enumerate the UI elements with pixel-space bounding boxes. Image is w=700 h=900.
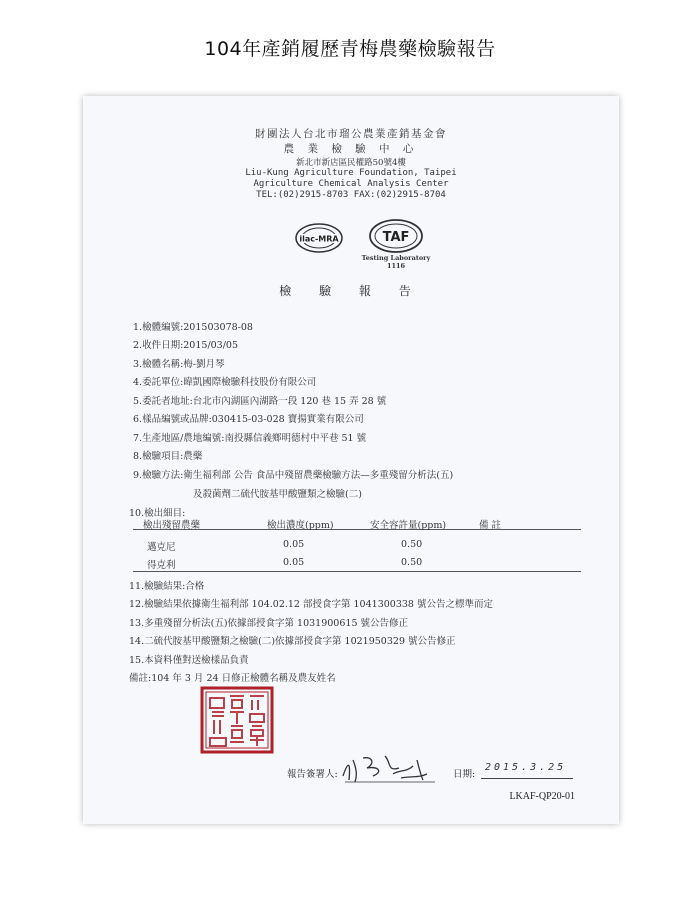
taf-logo	[368, 218, 424, 254]
item-client: 4.委託單位:暐凱國際檢驗科技股份有限公司	[133, 377, 317, 388]
col-tolerance: 安全容許量(ppm)	[370, 520, 447, 531]
cell-concentration: 0.05	[283, 539, 305, 550]
item-remark: 備註:104 年 3 月 24 日修正檢體名稱及農友姓名	[129, 673, 336, 684]
item-receive-date: 2.收件日期:2015/03/05	[133, 340, 239, 351]
item-sample-name: 3.檢體名稱:梅-劉月琴	[133, 359, 225, 370]
cell-pesticide: 得克利	[147, 560, 176, 571]
org-name: 財團法人台北市瑠公農業產銷基金會	[255, 128, 447, 140]
report-title: 檢 驗 報 告	[279, 284, 423, 298]
taf-lab-label: Testing Laboratory	[361, 254, 431, 262]
table-top-rule	[133, 529, 581, 530]
item-method-revision-1: 13.多重殘留分析法(五)依據部授食字第 1031900615 號公告修正	[129, 618, 409, 629]
item-origin: 7.生產地區/農地編號:南投縣信義鄉明德村中平巷 51 號	[133, 433, 367, 444]
col-remarks: 備 註	[479, 520, 502, 531]
col-concentration: 檢出濃度(ppm)	[267, 520, 334, 531]
ilac-mra-logo	[294, 222, 344, 254]
item-result: 11.檢驗結果:合格	[129, 581, 205, 592]
item-standard-basis: 12.檢驗結果依據衛生福利部 104.02.12 部授食字第 1041300338 號公告之標準而定	[129, 599, 493, 610]
item-test-method: 9.檢驗方法:衛生福利部 公告 食品中殘留農藥檢驗方法—多重殘留分析法(五)	[133, 470, 454, 481]
item-test-method-cont: 及殺菌劑二硫代胺基甲酸鹽類之檢驗(二)	[193, 489, 362, 500]
english-name: Liu-Kung Agriculture Foundation, Taipei	[245, 168, 457, 178]
report-document	[83, 96, 619, 824]
handwritten-date: 2015.3.25	[485, 762, 567, 773]
cell-pesticide: 邁克尼	[147, 542, 176, 553]
handwritten-signature	[339, 750, 439, 784]
table-bottom-rule	[133, 571, 581, 572]
taf-text: TAF	[382, 230, 410, 245]
ilac-text: ilac-MRA	[299, 234, 339, 244]
cell-tolerance: 0.50	[401, 539, 423, 550]
accreditation-logos	[83, 216, 619, 276]
col-pesticide: 檢出殘留農藥	[143, 520, 201, 531]
item-disclaimer: 15.本資料僅對送檢樣品負責	[129, 655, 249, 666]
official-seal-stamp	[200, 686, 274, 754]
english-center: Agriculture Chemical Analysis Center	[253, 179, 449, 189]
cell-concentration: 0.05	[283, 557, 305, 568]
org-address: 新北市新店區民權路50號4樓	[296, 158, 406, 168]
item-sample-id: 1.檢體編號:201503078-08	[133, 322, 253, 333]
item-sample-brand: 6.樣品編號或品牌:030415-03-028 寶揚實業有限公司	[133, 414, 364, 425]
item-client-address: 5.委託者地址:台北市內湖區內湖路一段 120 巷 15 弄 28 號	[133, 396, 387, 407]
taf-caption	[353, 254, 439, 270]
item-method-revision-2: 14.二硫代胺基甲酸鹽類之檢驗(二)依據部授食字第 1021950329 號公告修正	[129, 636, 456, 647]
taf-lab-number: 1116	[386, 262, 406, 270]
item-test-item: 8.檢驗項目:農藥	[133, 451, 203, 462]
signer-label: 報告簽署人:	[287, 769, 338, 780]
document-code: LKAF-QP20-01	[509, 791, 575, 802]
date-underline	[481, 778, 573, 779]
tel-fax: TEL:(02)2915-8703 FAX:(02)2915-8704	[256, 190, 446, 200]
item-detail-heading: 10.檢出細目:	[129, 508, 186, 519]
date-label: 日期:	[453, 769, 476, 780]
center-name: 農 業 檢 驗 中 心	[283, 143, 419, 155]
page-title: 104年產銷履歷青梅農藥檢驗報告	[204, 38, 496, 60]
signature-line	[83, 762, 619, 786]
cell-tolerance: 0.50	[401, 557, 423, 568]
